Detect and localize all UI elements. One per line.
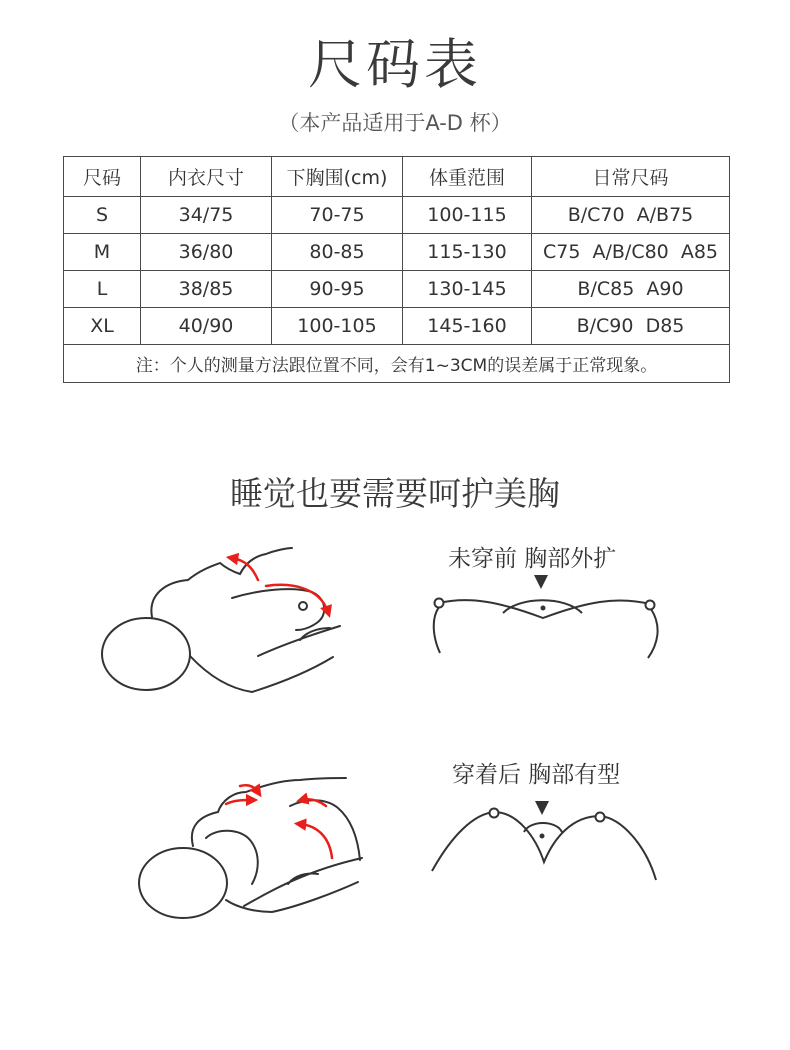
table-cell: 38/85: [141, 271, 272, 308]
table-cell: 115-130: [403, 234, 532, 271]
column-header-underwear-size: 内衣尺寸: [141, 157, 272, 197]
body-outline-icon: [151, 548, 292, 617]
chest-outline-icon: [232, 589, 324, 630]
nipple-icon: [596, 813, 605, 822]
table-cell: 130-145: [403, 271, 532, 308]
section-title: 睡觉也要需要呵护美胸: [230, 474, 560, 513]
nipple-icon: [646, 601, 655, 610]
nipple-icon: [299, 602, 307, 610]
sternum-curve-icon: [524, 823, 562, 832]
table-cell: L: [64, 271, 141, 308]
nipple-icon: [490, 809, 499, 818]
table-cell: B/C70 A/B75: [532, 197, 730, 234]
table-cell: XL: [64, 308, 141, 345]
red-arrow-icon: [232, 558, 258, 580]
pillow-icon: [139, 848, 227, 918]
down-triangle-icon: [534, 575, 548, 589]
table-cell: 90-95: [272, 271, 403, 308]
pillow-icon: [102, 618, 190, 690]
side-curve-left-icon: [434, 607, 440, 653]
table-cell: S: [64, 197, 141, 234]
arm-outline-icon: [190, 626, 340, 692]
nipple-icon: [435, 599, 444, 608]
table-cell: 40/90: [141, 308, 272, 345]
table-cell: B/C90 D85: [532, 308, 730, 345]
cup-outline-icon: [290, 800, 360, 860]
column-header-daily-size: 日常尺码: [532, 157, 730, 197]
table-cell: M: [64, 234, 141, 271]
table-cell: 34/75: [141, 197, 272, 234]
column-header-size: 尺码: [64, 157, 141, 197]
chest-outline-before: [434, 575, 658, 658]
down-triangle-icon: [535, 801, 549, 815]
table-note: 注：个人的测量方法跟位置不同，会有1~3CM的误差属于正常现象。: [64, 345, 730, 383]
red-arrow-icon: [226, 800, 252, 804]
nipple-icon: [542, 607, 545, 610]
table-cell: 145-160: [403, 308, 532, 345]
column-header-weight-range: 体重范围: [403, 157, 532, 197]
table-cell: B/C85 A90: [532, 271, 730, 308]
chest-outline-after: [432, 801, 656, 880]
table-cell: 70-75: [272, 197, 403, 234]
red-arrow-icon: [300, 824, 332, 858]
table-cell: 80-85: [272, 234, 403, 271]
caption-before-wearing: 未穿前 胸部外扩: [448, 546, 617, 572]
side-curve-right-icon: [648, 609, 658, 658]
arm-outline-icon: [226, 858, 362, 912]
sleeping-figure-before: [102, 548, 340, 692]
nipple-icon: [541, 835, 544, 838]
page-subtitle: （本产品适用于A-D 杯）: [278, 111, 512, 135]
table-cell: 100-105: [272, 308, 403, 345]
table-cell: 100-115: [403, 197, 532, 234]
table-cell: 36/80: [141, 234, 272, 271]
column-header-underbust: 下胸围(cm): [272, 157, 403, 197]
caption-after-wearing: 穿着后 胸部有型: [452, 762, 621, 788]
page-title: 尺码表: [308, 33, 482, 96]
table-cell: C75 A/B/C80 A85: [532, 234, 730, 271]
sleeping-figure-after: [139, 778, 362, 918]
